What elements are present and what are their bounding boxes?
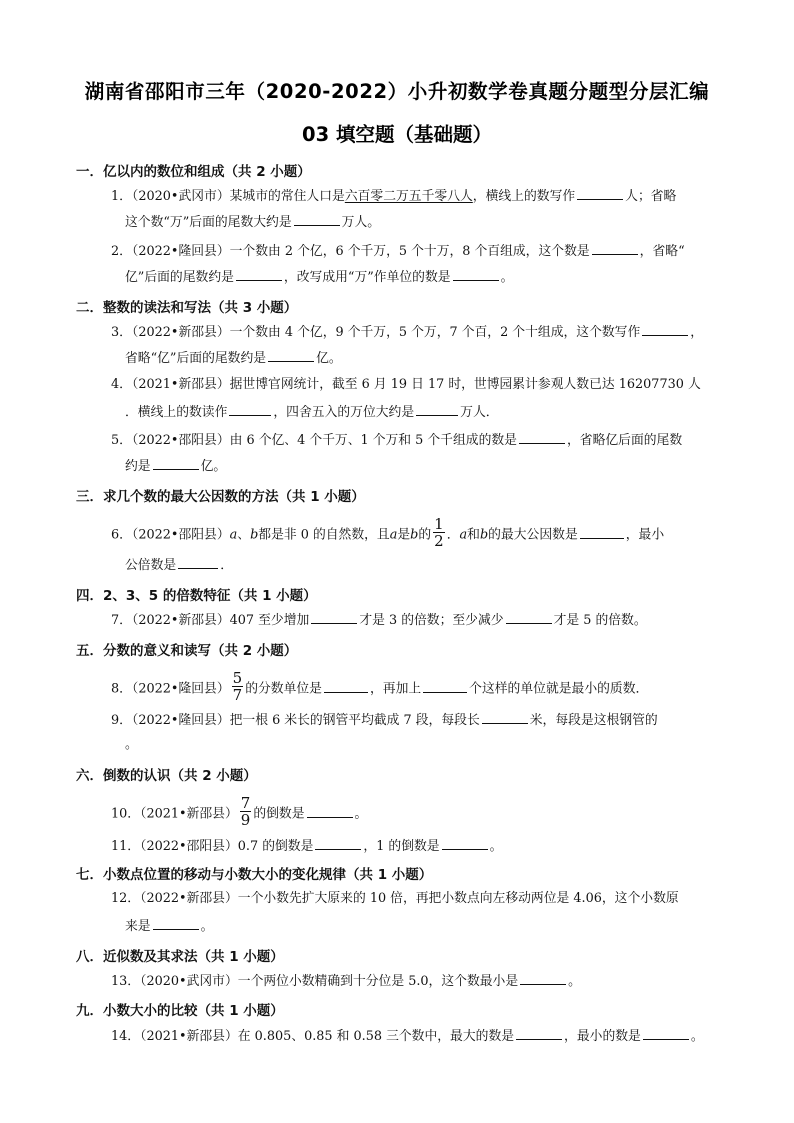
answer-blank[interactable] [416,402,458,416]
question-12-cont: 来是 。 [125,916,213,936]
fraction: $\frac{1}{2}$ [434,515,444,550]
section-heading-8: 八．近似数及其求法（共 1 小题） [76,949,284,965]
document-subtitle: 03 填空题（基础题） [302,123,492,146]
question-6-cont: 公倍数是 ． [125,555,233,575]
question-1-cont: 这个数“万”后面的尾数大约是 万人。 [125,212,380,232]
fraction: $\frac{5}{7}$ [232,669,243,704]
question-2: 2．（2022•隆回县）一个数由 2 个亿，6 个千万，5 个十万，8 个百组成，这个数是 ，省略“ [111,241,685,261]
answer-blank[interactable] [178,555,218,569]
answer-blank[interactable] [482,710,528,724]
section-heading-9: 九．小数大小的比较（共 1 小题） [76,1003,284,1019]
answer-blank[interactable] [520,971,566,985]
answer-blank[interactable] [268,348,314,362]
section-heading-3: 三．求几个数的最大公因数的方法（共 1 小题） [76,489,365,505]
answer-blank[interactable] [592,241,638,255]
question-5: 5．（2022•邵阳县）由 6 个亿、4 个千万、1 个万和 5 个千组成的数是 ，省略亿后面的尾数 [111,430,682,450]
question-10: 10．（2021•新邵县） $\frac{7}{9}$ 的倒数是 。 [111,794,368,829]
question-7: 7．（2022•新邵县）407 至少增加 才是 3 的倍数；至少减少 才是 5 的倍数。 [111,610,647,630]
question-3-cont: 省略“亿”后面的尾数约是 亿。 [125,348,342,368]
answer-blank[interactable] [236,267,282,281]
question-1: 1．（2020•武冈市）某城市的常住人口是六百零二万五千零八人，横线上的数写作 人；省略 [111,186,676,206]
answer-blank[interactable] [519,430,565,444]
answer-blank[interactable] [453,267,499,281]
question-13: 13．（2020•武冈市）一个两位小数精确到十分位是 5.0，这个数最小是 。 [111,971,581,991]
question-8: 8．（2022•隆回县） $\frac{5}{7}$ 的分数单位是 ，再加上 个这样的单位就是最小的质数． [111,669,649,704]
question-6: 6．（2022•邵阳县）a、b都是非 0 的自然数，且a是b的 $\frac{1}{2}$ ．a和b的最大公因数是 ，最小 [111,515,665,550]
answer-blank[interactable] [153,456,199,470]
question-4-cont: ．横线上的数读作 ，四舍五入的万位大约是 万人． [125,402,499,422]
answer-blank[interactable] [153,916,199,930]
section-heading-2: 二．整数的读法和写法（共 3 小题） [76,300,298,316]
document-title: 湖南省邵阳市三年（2020-2022）小升初数学卷真题分题型分层汇编 [84,80,710,103]
answer-blank[interactable] [324,679,368,693]
answer-blank[interactable] [643,1026,689,1040]
question-11: 11．（2022•邵阳县）0.7 的倒数是 ，1 的倒数是 。 [111,836,502,856]
section-heading-6: 六．倒数的认识（共 2 小题） [76,768,257,784]
answer-blank[interactable] [307,804,353,818]
question-12: 12．（2022•新邵县）一个小数先扩大原来的 10 倍，再把小数点向左移动两位是 4.06，这个小数原 [111,891,679,906]
question-14: 14．（2021•新邵县）在 0.805、0.85 和 0.58 三个数中，最大的数是 ，最小的数是 。 [111,1026,704,1046]
question-5-cont: 约是 亿。 [125,456,226,476]
question-2-cont: 亿”后面的尾数约是 ，改写成用“万”作单位的数是 。 [125,267,513,287]
section-heading-4: 四．2、3、5 的倍数特征（共 1 小题） [76,588,317,604]
question-3: 3．（2022•新邵县）一个数由 4 个亿，9 个千万，5 个万，7 个百，2 个十组成，这个数写作 ， [111,322,703,342]
question-9: 9．（2022•隆回县）把一根 6 米长的钢管平均截成 7 段，每段长 米，每段是这根钢管的 [111,710,658,730]
fraction: $\frac{7}{9}$ [240,794,251,829]
section-heading-7: 七．小数点位置的移动与小数大小的变化规律（共 1 小题） [76,867,433,883]
section-heading-5: 五．分数的意义和读写（共 2 小题） [76,643,298,659]
answer-blank[interactable] [506,610,552,624]
answer-blank[interactable] [311,610,357,624]
answer-blank[interactable] [423,679,467,693]
answer-blank[interactable] [315,836,361,850]
answer-blank[interactable] [642,322,688,336]
section-heading-1: 一．亿以内的数位和组成（共 2 小题） [76,164,311,180]
answer-blank[interactable] [442,836,488,850]
question-4: 4．（2021•新邵县）据世博官网统计，截至 6 月 19 日 17 时，世博园累计参观人数已达 16207730 人 [111,377,701,392]
answer-blank[interactable] [229,402,271,416]
answer-blank[interactable] [294,212,340,226]
question-9-cont: 。 [125,737,138,752]
answer-blank[interactable] [580,525,624,539]
answer-blank[interactable] [516,1026,562,1040]
underlined-text: 六百零二万五千零八人 [344,189,473,204]
answer-blank[interactable] [577,186,623,200]
